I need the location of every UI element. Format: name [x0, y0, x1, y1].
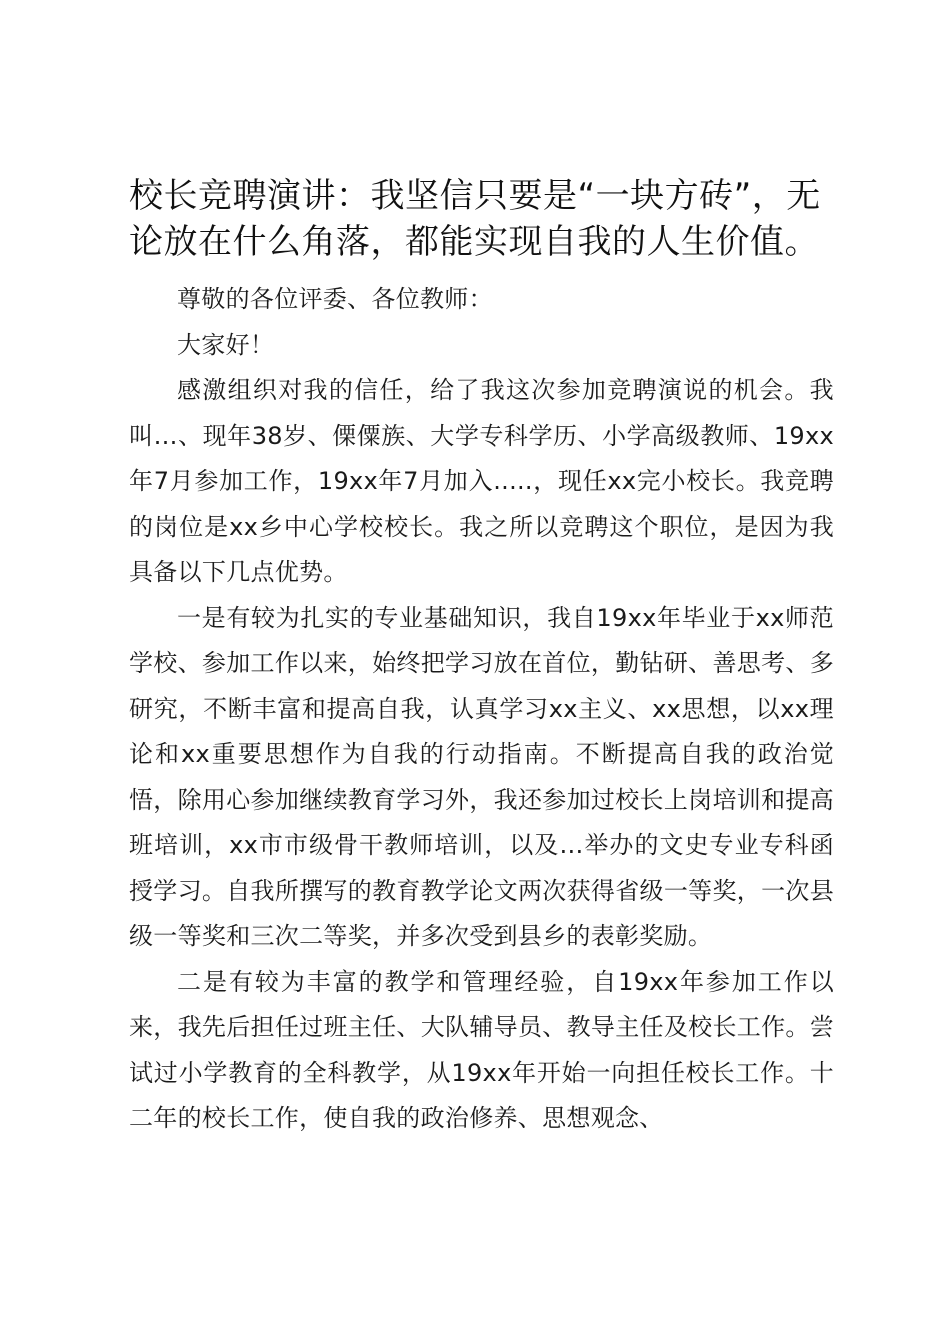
- advantage-two-paragraph: 二是有较为丰富的教学和管理经验，自19xx年参加工作以来，我先后担任过班主任、大队辅导员、教导主任及校长工作。尝试过小学教育的全科教学，从19xx年开始一向担任校长工作。十二年的校长工作，使自我的政治修养、思想观念、: [129, 967, 834, 1132]
- document-content: [129, 173, 834, 1142]
- greeting-paragraph: 大家好！: [177, 330, 275, 359]
- document-title: 校长竞聘演讲：我坚信只要是“一块方砖”，无论放在什么角落，都能实现自我的人生价值。: [129, 176, 821, 262]
- salutation-paragraph: 尊敬的各位评委、各位教师：: [177, 285, 493, 313]
- advantage-one-paragraph: 一是有较为扎实的专业基础知识，我自19xx年毕业于xx师范学校、参加工作以来，始终把学习放在首位，勤钻研、善思考、多研究，不断丰富和提高自我，认真学习xx主义、xx思想，以xx理论和xx重要思想作为自我的行动指南。不断提高自我的政治觉悟，除用心参加继续教育学习外，我还参加过校长上岗培训和提高班培训，xx市市级骨干教师培训，以及…举办的文史专业专科函授学习。自我所撰写的教育教学论文两次获得省级一等奖，一次县级一等奖和三次二等奖，并多次受到县乡的表彰奖励。: [129, 603, 834, 950]
- introduction-paragraph: 感激组织对我的信任，给了我这次参加竞聘演说的机会。我叫…、现年38岁、傈僳族、大学专科学历、小学高级教师、19xx年7月参加工作，19xx年7月加入.....，现任xx完小校长。我竞聘的岗位是xx乡中心学校校长。我之所以竞聘这个职位，是因为我具备以下几点优势。: [129, 376, 834, 586]
- document-body: [129, 277, 834, 1142]
